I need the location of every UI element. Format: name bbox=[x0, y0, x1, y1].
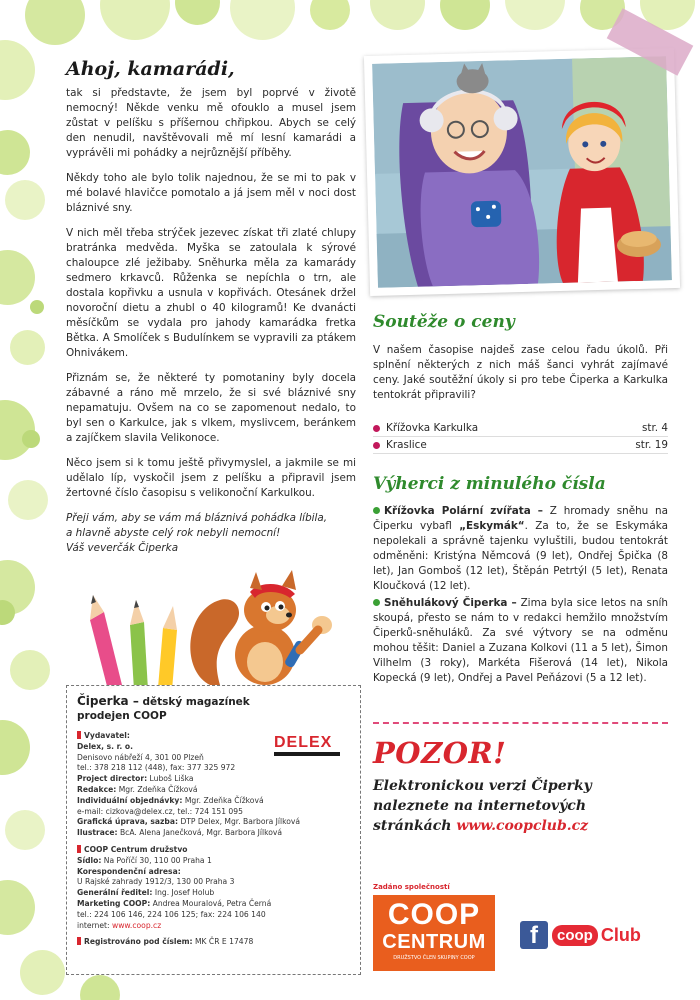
letter-body bbox=[66, 86, 356, 556]
pencil-icon bbox=[158, 606, 177, 690]
grandmother-and-red-riding-hood-image bbox=[372, 56, 672, 288]
competition-page: str. 19 bbox=[635, 439, 668, 451]
letter-signature: Váš veverčák Čiperka bbox=[66, 542, 179, 554]
impressum-line: Vydavatel: bbox=[77, 731, 350, 742]
impressum-details bbox=[77, 731, 350, 948]
impressum-line: Ilustrace: BcA. Alena Janečková, Mgr. Barbora Jílková bbox=[77, 828, 283, 838]
impressum-line: Sídlo: Na Poříčí 30, 110 00 Praha 1 bbox=[77, 855, 212, 865]
delex-logo-text: DELEX bbox=[274, 734, 333, 751]
notice-text: Elektronickou verzi Čiperky naleznete na internetových stránkách www.coopclub.cz bbox=[373, 778, 592, 834]
pencil-icon bbox=[90, 595, 122, 690]
competition-page: str. 4 bbox=[641, 422, 668, 434]
competition-item bbox=[373, 437, 668, 454]
bullet-icon bbox=[373, 425, 380, 432]
impressum-line: Grafická úprava, sazba: DTP Delex, Mgr. Barbora Jílková bbox=[77, 817, 301, 827]
impressum-line: Korespondenční adresa: bbox=[77, 866, 181, 876]
impressum-title bbox=[77, 694, 350, 723]
dashed-separator bbox=[373, 722, 668, 724]
competitions-title: Soutěže o ceny bbox=[373, 312, 515, 332]
magazine-name: Čiperka – bbox=[77, 694, 139, 708]
magazine-subtitle-line2: prodejen COOP bbox=[77, 710, 167, 722]
winners-paragraph: Křížovka Polární zvířata – Z hromady sněhu na Čiperku vybafl „Eskymák“. Za to, že se Eskymáka nepolekali a správně tajenku vyluštili, budou tentokrát odměněni: Kristýna Němcová (9 let), Ondřej Špička (8 let), Jan Gomboš (12 let), Štěpán Petrtýl (5 let), Renata Kloučková (12 let). bbox=[373, 505, 668, 592]
letter-paragraph: Někdy toho ale bylo tolik najednou, že se mi to pak v mé bolavé hlavičce pomotalo a já jsem měl v noci dost bláznivé sny. bbox=[66, 172, 356, 214]
impressum-line: Marketing COOP: Andrea Mouralová, Petra Černá bbox=[77, 898, 272, 908]
impressum-line: internet: www.coop.cz bbox=[77, 920, 162, 930]
impressum-line: Project director: Luboš Liška bbox=[77, 774, 194, 784]
winners-paragraph: Sněhulákový Čiperka – Zima byla sice letos na sníh skoupá, přesto se nám to v redakci hemžilo množstvím Čiperků-sněhuláků. Za své výtvory se na odměnu mohou těšit: Daniel a Zuzana Kolkovi (11 a 5 let), Šimon Vilhelm (3 roky), Markéta Fišerová (14 let), Nikola Kopecká (9 let), Ondřej a Pavel Peňázovi (5 a 12 let). bbox=[373, 597, 669, 684]
coop-badge: coop bbox=[552, 925, 598, 946]
pencil-icon bbox=[130, 600, 148, 690]
winners-title: Výherci z minulého čísla bbox=[373, 474, 606, 494]
magazine-subtitle: dětský magazínek bbox=[138, 696, 250, 708]
impressum-line: Individuální objednávky: Mgr. Zdeňka Čížková bbox=[77, 795, 264, 805]
section-marker-icon bbox=[77, 731, 81, 739]
facebook-icon: f bbox=[520, 921, 548, 949]
delex-logo bbox=[274, 734, 340, 758]
impressum-line: Generální ředitel: Ing. Josef Holub bbox=[77, 888, 215, 898]
impressum-line: Redakce: Mgr. Zdeňka Čížková bbox=[77, 784, 198, 794]
competition-item bbox=[373, 420, 668, 437]
impressum-line: Registrováno pod číslem: MK ČR E 17478 bbox=[77, 937, 350, 948]
letter-paragraph: V nich měl třeba strýček jezevec získat tři zlaté chlupy bratránka medvěda. Myška se zatoulala k sýrové chaloupce zlé ježibaby. Sněhurka měla za kamarády sedmero krkavců. Růženka se nepíchla o trn, ale dostala kopřivku a usnula v kopřivách. Otesánek držel novoroční dietu a zhubl o 40 kilogramů! Ke dvanácti měsíčkům se vydala pro jahody kamarádka fretka Bětka. A Smolíček s Budulínkem se vypravili za ptákem Ohnivákem. bbox=[66, 227, 356, 359]
coop-website-link[interactable]: www.coop.cz bbox=[112, 920, 162, 930]
impressum-line: Delex, s. r. o. bbox=[77, 741, 133, 751]
letter-signoff: a hlavně abyste celý rok nebyli nemocní! bbox=[66, 527, 281, 539]
letter-paragraph: Něco jsem si k tomu ještě přivymyslel, a jakmile se mi udělalo líp, vyskočil jsem z pelíšku a připravil jsem žertovné číslo časopisu s velikonoční Karkulkou. bbox=[66, 457, 356, 499]
section-marker-icon bbox=[77, 937, 81, 945]
greeting-title: Ahoj, kamarádi, bbox=[66, 58, 235, 80]
bullet-icon bbox=[373, 599, 380, 606]
impressum-line: COOP Centrum družstvo bbox=[77, 845, 350, 856]
squirrel-illustration bbox=[60, 570, 360, 690]
squirrel-icon bbox=[190, 570, 332, 685]
impressum-line: Denisovo nábřeží 4, 301 00 Plzeň bbox=[77, 752, 204, 762]
bullet-icon bbox=[373, 507, 380, 514]
impressum-line: U Rajské zahrady 1912/3, 130 00 Praha 3 bbox=[77, 877, 235, 887]
sponsor-label: Zadáno společností bbox=[373, 883, 450, 891]
bullet-icon bbox=[373, 442, 380, 449]
competitions-text: V našem časopise najdeš zase celou řadu úkolů. Při splnění některých z nich máš šanci vyhrát zajímavé ceny. Jaké soutěžní úkoly si pro tebe Čiperka a Karkulka tentokrát připravili? bbox=[373, 344, 668, 401]
impressum-line: tel.: 224 106 146, 224 106 125; fax: 224 106 140 bbox=[77, 909, 266, 919]
competition-label: Křížovka Karkulka bbox=[386, 422, 479, 434]
coop-centrum-logo: COOP CENTRUM DRUŽSTVO ČLEN SKUPINY COOP bbox=[373, 895, 495, 971]
coopclub-link[interactable]: www.coopclub.cz bbox=[456, 818, 589, 834]
competition-label: Kraslice bbox=[386, 439, 427, 451]
letter-paragraph: Přiznám se, že některé ty pomotaniny byly docela zábavné a ráno mě mrzelo, že si své bláznivé sny nepamatuju. Ovšem na co se zapomenout nedalo, to byl sen o Karkulce, jak s vlkem, myslivcem, beránkem a zajíčkem slavila Velikonoce. bbox=[66, 372, 356, 444]
impressum-box bbox=[66, 685, 361, 975]
hero-illustration bbox=[364, 48, 680, 296]
facebook-coop-club-logo[interactable] bbox=[520, 920, 668, 950]
letter-paragraph: tak si představte, že jsem byl poprvé v životě nemocný! Někde venku mě ofouklo a musel jsem zůstat v pelíšku s příšernou chřipkou. Abych se celý den nenudil, navštěvovali mě mí lesní kamarádi a vyprávěli mi pohádky a nejrůznější příběhy. bbox=[66, 87, 356, 159]
section-marker-icon bbox=[77, 845, 81, 853]
competitions-list bbox=[373, 420, 668, 454]
impressum-line: e-mail: cizkova@delex.cz, tel.: 724 151 095 bbox=[77, 806, 243, 816]
winners-text bbox=[373, 504, 668, 688]
club-label: Club bbox=[600, 924, 641, 945]
notice-title: POZOR! bbox=[373, 736, 507, 770]
impressum-line: tel.: 378 218 112 (448), fax: 377 325 972 bbox=[77, 763, 236, 773]
letter-signoff: Přeji vám, aby se vám má bláznivá pohádka líbila, bbox=[66, 512, 328, 524]
